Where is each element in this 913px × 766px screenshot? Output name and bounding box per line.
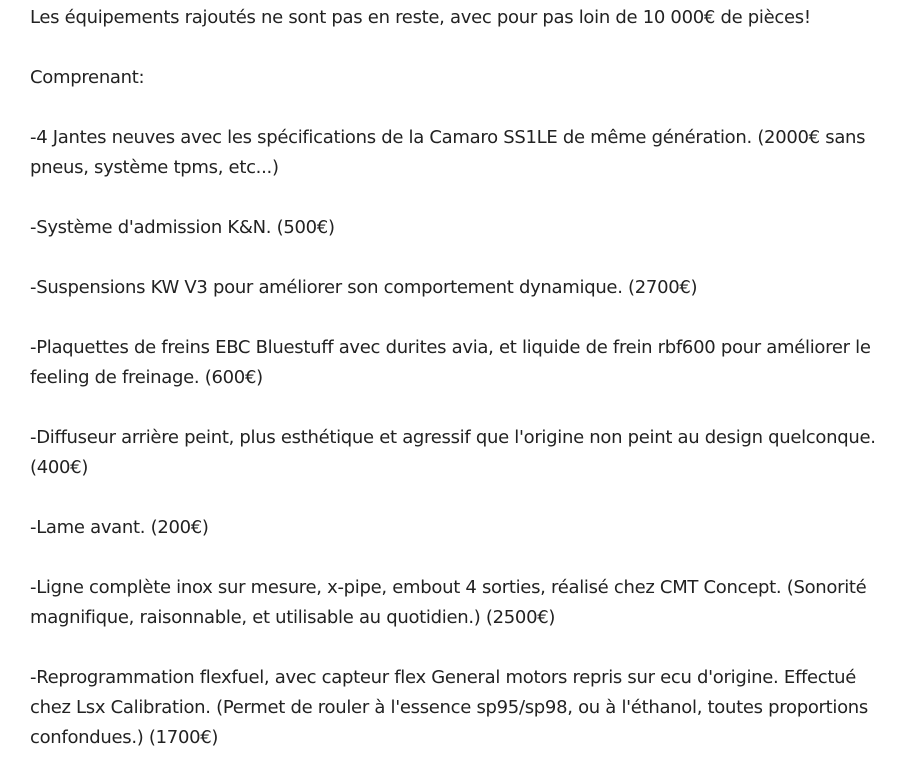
list-item: -Diffuseur arrière peint, plus esthétique et agressif que l'origine non peint au design quelconque. (400€) <box>30 427 876 478</box>
list-item: -Suspensions KW V3 pour améliorer son comportement dynamique. (2700€) <box>30 277 698 298</box>
list-item: -4 Jantes neuves avec les spécifications de la Camaro SS1LE de même génération. (2000€ sans pneus, système tpms, etc...) <box>30 127 866 178</box>
list-item: -Lame avant. (200€) <box>30 517 209 538</box>
article-body <box>30 3 890 753</box>
intro-paragraph: Les équipements rajoutés ne sont pas en reste, avec pour pas loin de 10 000€ de pièces! <box>30 7 811 28</box>
list-item: -Reprogrammation flexfuel, avec capteur flex General motors repris sur ecu d'origine. Effectué chez Lsx Calibration. (Permet de rouler à l'essence sp95/sp98, ou à l'éthanol, toutes proportions confondues.) (1700€) <box>30 667 868 748</box>
list-item: -Système d'admission K&N. (500€) <box>30 217 335 238</box>
list-item: -Plaquettes de freins EBC Bluestuff avec durites avia, et liquide de frein rbf600 pour améliorer le feeling de freinage. (600€) <box>30 337 871 388</box>
list-heading: Comprenant: <box>30 67 145 88</box>
list-item: -Ligne complète inox sur mesure, x-pipe, embout 4 sorties, réalisé chez CMT Concept. (Sonorité magnifique, raisonnable, et utilisable au quotidien.) (2500€) <box>30 577 867 628</box>
